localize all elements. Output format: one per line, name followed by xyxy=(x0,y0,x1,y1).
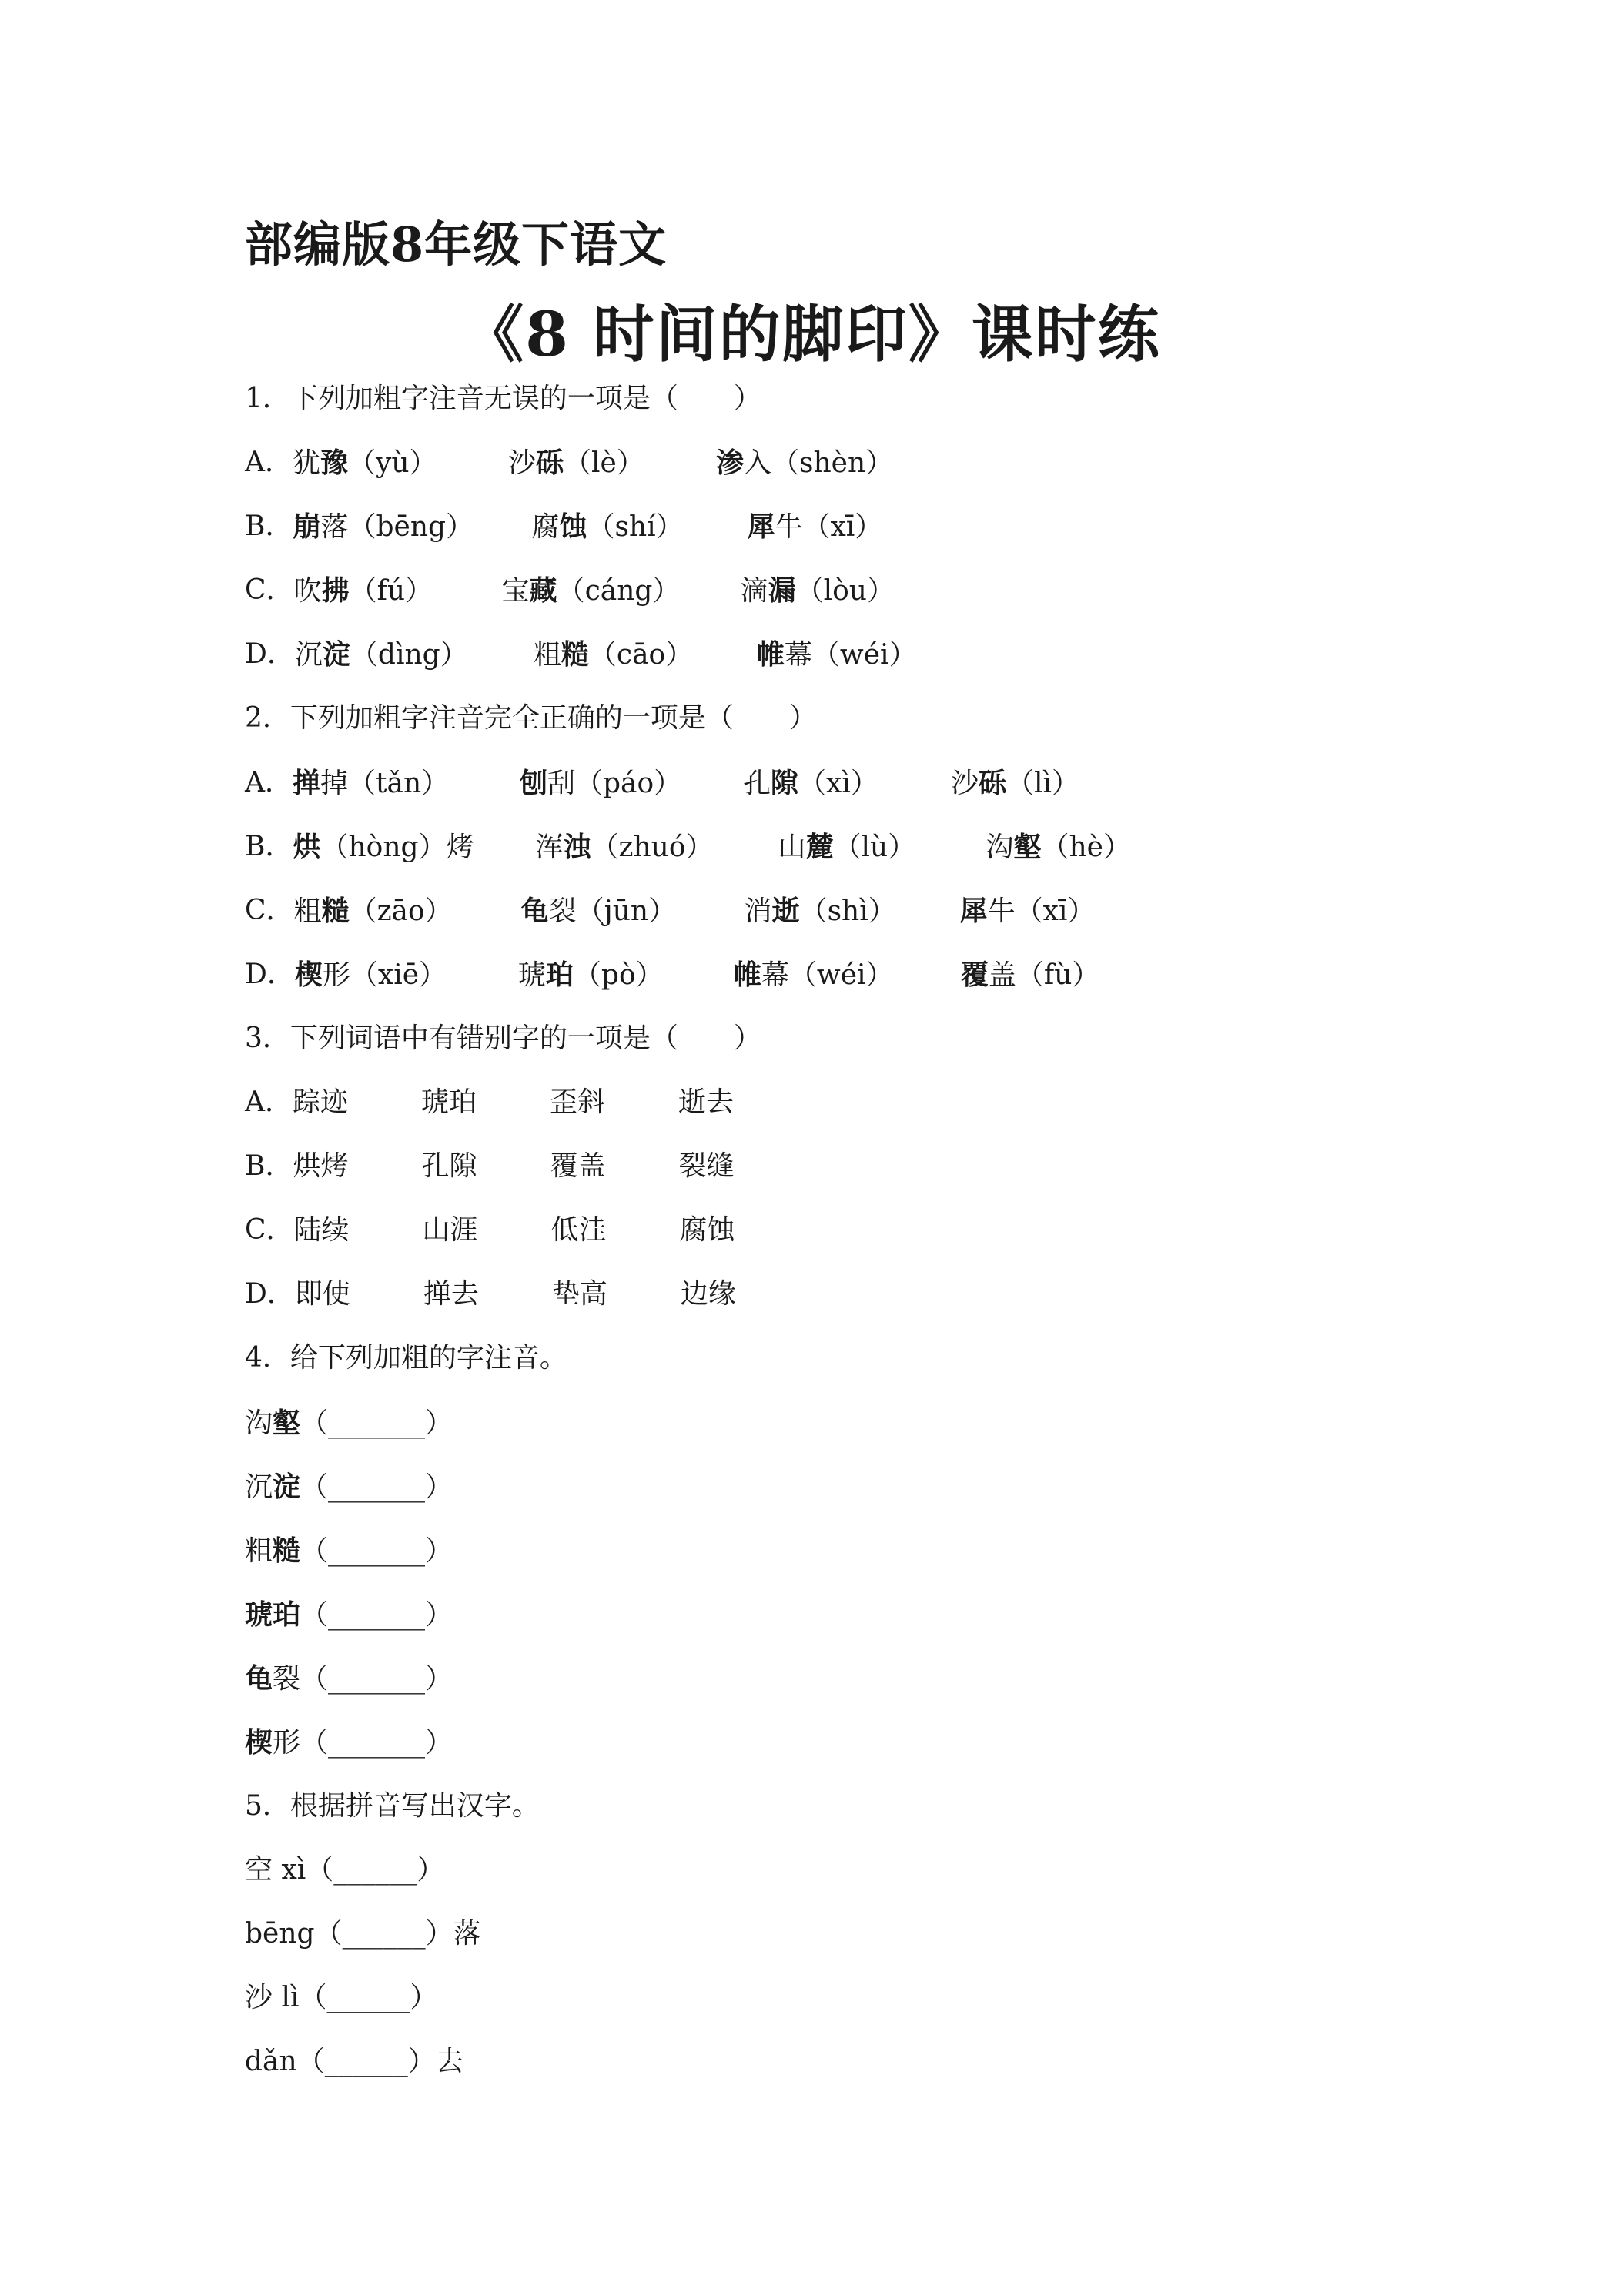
document-header: 部编版8年级下语文 xyxy=(245,216,668,273)
option-item: 覆盖（fù） xyxy=(960,958,1100,991)
option-item: 帷幕（wéi） xyxy=(756,638,917,671)
word: 逝去 xyxy=(678,1086,735,1119)
q4-item: 沟壑（_______） xyxy=(245,1406,453,1439)
q5-item: dǎn（______）去 xyxy=(245,2046,463,2078)
option-item: 帷幕（wéi） xyxy=(733,958,894,991)
option-prefix: B． xyxy=(245,830,293,862)
document-title: 《8 时间的脚印》课时练 xyxy=(462,298,1161,370)
option-prefix: A． xyxy=(245,447,293,479)
q1-option-d xyxy=(245,631,1554,695)
q3-option-b xyxy=(245,1143,1554,1207)
q5-item: 沙 lì（______） xyxy=(245,1982,438,2014)
word: 覆盖 xyxy=(550,1150,606,1183)
option-item: 沉淀（dìng） xyxy=(294,638,468,671)
option-prefix: B． xyxy=(245,510,293,543)
option-item: 龟裂（jūn） xyxy=(520,894,677,927)
option-item: 粗糙（cāo） xyxy=(533,638,694,671)
q3-option-a xyxy=(245,1079,1554,1143)
q2-option-b xyxy=(245,824,1554,888)
q3-option-c xyxy=(245,1207,1554,1271)
option-item: 刨刮（páo） xyxy=(520,766,682,799)
option-item: 掸掉（tǎn） xyxy=(293,766,450,799)
word: 掸去 xyxy=(423,1278,479,1310)
option-item: 楔形（xiē） xyxy=(294,958,447,991)
option-prefix: D． xyxy=(245,1278,295,1310)
q5-item: bēng（______）落 xyxy=(245,1918,481,1950)
word: 山涯 xyxy=(422,1214,478,1247)
q2-option-c xyxy=(245,888,1554,952)
q2-option-d xyxy=(245,952,1554,1016)
word: 边缘 xyxy=(680,1278,736,1310)
question-1-stem: 1．下列加粗字注音无误的一项是（ ） xyxy=(245,383,761,414)
word: 孔隙 xyxy=(421,1150,477,1183)
q1-option-c xyxy=(245,567,1554,631)
option-item: 犀牛（xī） xyxy=(959,894,1096,927)
option-item: 孔隙（xì） xyxy=(743,766,878,799)
question-5-stem: 5．根据拼音写出汉字。 xyxy=(245,1790,540,1822)
q4-item: 楔形（_______） xyxy=(245,1725,453,1759)
option-item: 山麓（lù） xyxy=(778,830,916,863)
option-prefix: A． xyxy=(245,766,293,798)
option-prefix: C． xyxy=(245,1214,294,1247)
questions-content xyxy=(245,376,1554,2104)
word: 即使 xyxy=(294,1278,350,1310)
question-2-stem: 2．下列加粗字注音完全正确的一项是（ ） xyxy=(245,702,817,735)
option-item: 浑浊（zhuó） xyxy=(535,830,714,863)
word: 垫高 xyxy=(551,1278,607,1310)
q4-item: 龟裂（_______） xyxy=(245,1662,453,1695)
option-prefix: C． xyxy=(245,894,294,926)
option-item: 滴漏（lòu） xyxy=(740,574,895,607)
q4-item: 沉淀（_______） xyxy=(245,1470,453,1503)
q4-item: 琥珀（_______） xyxy=(245,1598,453,1631)
option-item: 烘（hòng）烤 xyxy=(293,830,474,863)
option-item: 宝藏（cáng） xyxy=(501,574,681,607)
option-prefix: B． xyxy=(245,1150,293,1183)
option-item: 沟壑（hè） xyxy=(986,830,1131,863)
option-prefix: A． xyxy=(245,1086,293,1119)
word: 裂缝 xyxy=(678,1150,735,1183)
option-item: 琥珀（pò） xyxy=(517,958,664,991)
q2-option-a xyxy=(245,760,1554,824)
q4-item: 粗糙（_______） xyxy=(245,1534,453,1567)
option-prefix: C． xyxy=(245,574,294,607)
option-item: 腐蚀（shí） xyxy=(531,510,684,544)
q5-item: 空 xì（______） xyxy=(245,1854,445,1886)
option-item: 吹拂（fú） xyxy=(293,574,433,607)
word: 腐蚀 xyxy=(679,1214,735,1247)
question-3-stem: 3．下列词语中有错别字的一项是（ ） xyxy=(245,1022,761,1054)
question-4-stem: 4．给下列加粗的字注音。 xyxy=(245,1342,567,1374)
option-item: 消逝（shì） xyxy=(744,894,896,927)
option-item: 犹豫（yù） xyxy=(293,447,437,480)
option-prefix: D． xyxy=(245,958,295,990)
word: 琥珀 xyxy=(421,1086,477,1119)
word: 歪斜 xyxy=(550,1086,606,1119)
option-item: 沙砾（lì） xyxy=(951,766,1080,799)
q1-option-a xyxy=(245,440,1554,504)
option-item: 沙砾（lè） xyxy=(508,447,644,480)
word: 陆续 xyxy=(293,1214,350,1247)
option-item: 渗入（shèn） xyxy=(716,447,894,480)
q3-option-d xyxy=(245,1271,1554,1335)
option-item: 粗糙（zāo） xyxy=(293,894,453,927)
option-item: 崩落（bēng） xyxy=(293,510,474,544)
option-prefix: D． xyxy=(245,638,295,671)
word: 烘烤 xyxy=(293,1150,349,1183)
option-item: 犀牛（xī） xyxy=(747,510,883,544)
word: 低洼 xyxy=(550,1214,607,1247)
q1-option-b xyxy=(245,504,1554,567)
word: 踪迹 xyxy=(293,1086,349,1119)
